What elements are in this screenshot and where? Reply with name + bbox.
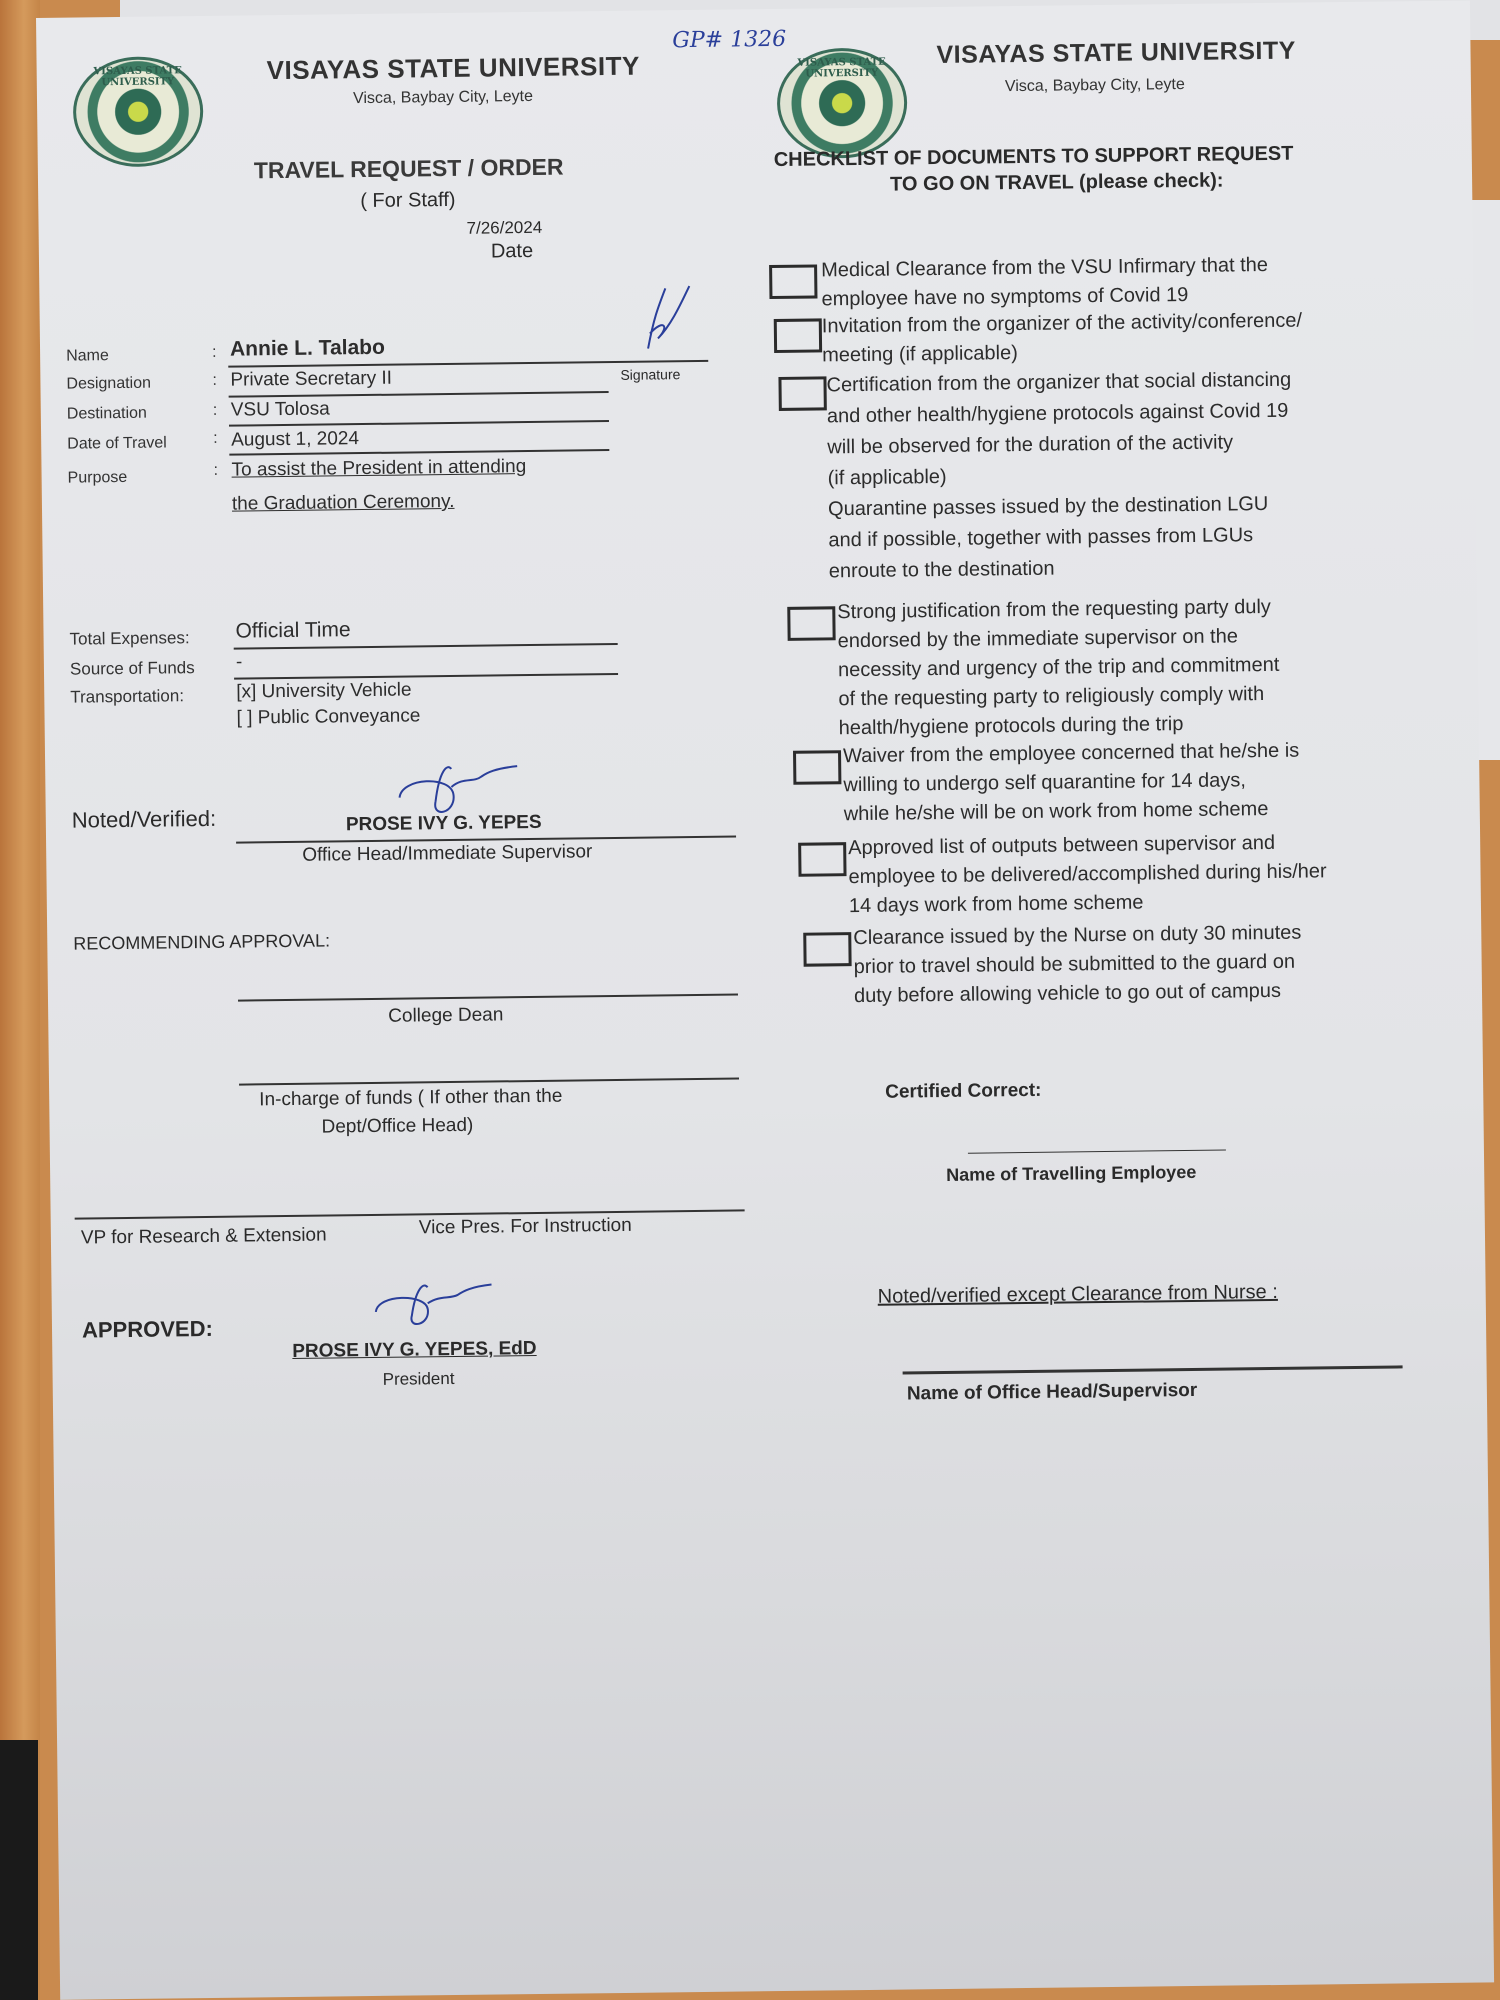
college-dean-label: College Dean (388, 1004, 504, 1027)
funds-incharge-line (239, 1077, 739, 1085)
expenses-line (234, 643, 618, 650)
designation-label: Designation (66, 374, 152, 393)
designation-line (229, 391, 609, 398)
checklist-title-2: TO GO ON TRAVEL (please check): (889, 169, 1224, 196)
checklist-item-nurse: Clearance issued by the Nurse on duty 30 minutes prior to travel should be submitted to the guard on duty before allowing vehicle to go out of campus (853, 921, 1302, 1008)
date-value: 7/26/2024 (466, 217, 543, 238)
expenses-label: Total Expenses: (69, 628, 190, 649)
vp-instruction-label: Vice Pres. For Instruction (418, 1214, 632, 1239)
travel-date-colon: : (213, 429, 218, 447)
noted-role: Office Head/Immediate Supervisor (302, 841, 593, 866)
signature-label: Signature (620, 366, 681, 383)
expenses-value: Official Time (235, 618, 351, 643)
approved-label: APPROVED: (81, 1315, 213, 1343)
name-value: Annie L. Talabo (229, 335, 385, 361)
checklist-box-invitation[interactable] (774, 318, 822, 353)
handwritten-reference: GP# 1326 (672, 26, 787, 54)
checklist-box-justification[interactable] (787, 606, 835, 641)
president-name: PROSE IVY G. YEPES, EdD (292, 1337, 537, 1362)
university-name: VISAYAS STATE UNIVERSITY (266, 50, 641, 86)
noted-label: Noted/Verified: (71, 805, 217, 833)
travel-date-value: August 1, 2024 (231, 428, 360, 451)
checklist-box-waiver[interactable] (793, 750, 841, 785)
checklist-box-outputs[interactable] (798, 842, 846, 877)
vp-line (75, 1209, 745, 1219)
funds-line (234, 673, 618, 680)
desk-surface (0, 0, 40, 2000)
university-name-right: VISAYAS STATE UNIVERSITY (936, 36, 1296, 70)
checklist-item-waiver: Waiver from the employee concerned that he/she is willing to undergo self quarantine for 14 days, while he/she will be on work from home scheme (842, 739, 1300, 826)
form-title: TRAVEL REQUEST / ORDER (253, 153, 564, 184)
president-signature (367, 1276, 498, 1338)
signature-mark (635, 278, 696, 359)
funds-value: - (235, 651, 243, 673)
purpose-value-line2: the Graduation Ceremony. (231, 490, 455, 515)
travel-date-label: Date of Travel (67, 434, 167, 453)
traveller-line (968, 1150, 1226, 1154)
recommending-label: RECOMMENDING APPROVAL: (73, 930, 331, 954)
university-seal: VISAYAS STATE UNIVERSITY (72, 56, 203, 168)
funds-incharge-label-2: Dept/Office Head) (321, 1114, 474, 1138)
checklist-title-1: CHECKLIST OF DOCUMENTS TO SUPPORT REQUEST (773, 142, 1294, 171)
checklist-item-certification: Certification from the organizer that social distancing and other health/hygiene protocols against Covid 19 will be observed for the duration of the activity (if applicable) Quarantine passes issued by the destination LGU and if possible, together with passes from LGUs enroute to the destination (826, 368, 1292, 583)
transport-option-public: [ ] Public Conveyance (236, 705, 421, 729)
form-subtitle: ( For Staff) (360, 188, 456, 213)
checklist-item-medical: Medical Clearance from the VSU Infirmary that the employee have no symptoms of Covid 19 (821, 253, 1269, 311)
checklist-item-justification: Strong justification from the requesting party duly endorsed by the immediate supervisor on the necessity and urgency of the trip and commitment of the requesting party to religiously comply with health/hygiene protocols during the trip (837, 595, 1280, 740)
funds-incharge-label-1: In-charge of funds ( If other than the (259, 1085, 563, 1111)
checklist-box-nurse[interactable] (803, 932, 851, 967)
funds-label: Source of Funds (69, 658, 195, 679)
checklist-item-outputs: Approved list of outputs between supervisor and employee to be delivered/accomplished during his/her 14 days work from home scheme (848, 831, 1327, 918)
university-address-right: Visca, Baybay City, Leyte (1004, 75, 1185, 96)
noted-signer: PROSE IVY G. YEPES (345, 811, 542, 836)
desk-shadow (0, 1740, 38, 2000)
president-role: President (382, 1368, 455, 1389)
travel-request-form (36, 0, 1494, 1999)
purpose-value-line1: To assist the President in attending (231, 456, 527, 481)
university-seal-right: VISAYAS STATE UNIVERSITY (776, 47, 907, 159)
date-label: Date (490, 239, 534, 263)
office-head-label: Name of Office Head/Supervisor (906, 1379, 1198, 1405)
designation-colon: : (212, 371, 217, 389)
destination-value: VSU Tolosa (230, 398, 330, 421)
checklist-box-medical[interactable] (769, 264, 817, 299)
name-colon: : (211, 343, 217, 361)
noted-except-label: Noted/verified except Clearance from Nurse : (877, 1280, 1278, 1308)
checklist-box-certification[interactable] (778, 376, 826, 411)
vp-research-label: VP for Research & Extension (80, 1224, 327, 1249)
checklist-item-invitation: Invitation from the organizer of the activity/conference/ meeting (if applicable) (821, 309, 1303, 367)
university-address: Visca, Baybay City, Leyte (352, 87, 534, 108)
certified-correct-label: Certified Correct: (885, 1079, 1042, 1103)
traveller-name-label: Name of Travelling Employee (946, 1161, 1197, 1185)
designation-value: Private Secretary II (230, 367, 393, 391)
purpose-colon: : (213, 461, 219, 479)
destination-colon: : (212, 401, 218, 419)
purpose-label: Purpose (67, 468, 128, 487)
destination-label: Destination (66, 404, 147, 423)
name-label: Name (66, 347, 109, 365)
office-head-line (903, 1365, 1403, 1374)
destination-line (229, 420, 609, 427)
transport-option-vehicle: [x] University Vehicle (236, 679, 412, 703)
dean-line (238, 993, 738, 1001)
transportation-label: Transportation: (70, 686, 185, 707)
